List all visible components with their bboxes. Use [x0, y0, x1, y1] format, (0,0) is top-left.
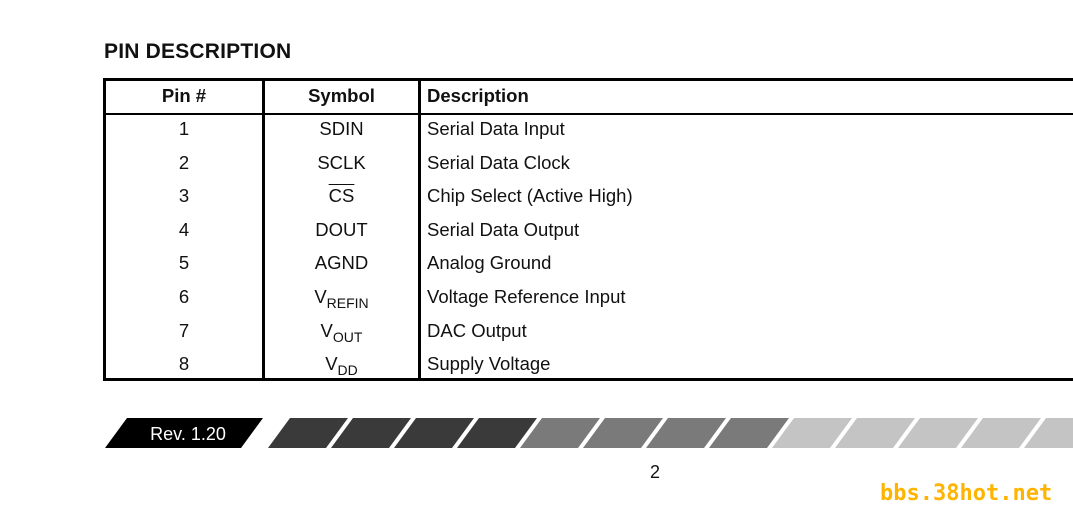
- revision-label: Rev. 1.20: [150, 424, 226, 444]
- pin-description: Serial Data Clock: [427, 151, 570, 173]
- pin-description-table: [103, 78, 1073, 381]
- header-pin: Pin #: [161, 85, 207, 106]
- pin-symbol: [265, 286, 418, 311]
- pin-description: Serial Data Input: [427, 118, 565, 139]
- symbol-subscript: OUT: [332, 328, 363, 345]
- symbol-text: DOUT: [315, 218, 368, 240]
- symbol-text: AGND: [314, 252, 369, 274]
- pin-description: Chip Select (Active High): [427, 185, 633, 207]
- column-divider: [418, 81, 421, 378]
- header-divider: [106, 113, 1073, 115]
- pin-symbol: [265, 319, 418, 345]
- header-symbol: Symbol: [308, 85, 375, 106]
- watermark: bbs.38hot.net: [880, 481, 1053, 506]
- pin-description: Analog Ground: [427, 252, 552, 274]
- pin-description: Serial Data Output: [427, 218, 580, 240]
- symbol-text: $\overline{CS}$: [328, 185, 355, 207]
- pin-symbol: [265, 353, 418, 379]
- pin-description: Voltage Reference Input: [427, 286, 626, 307]
- pin-number: 8: [178, 353, 190, 375]
- header-description: Description: [427, 85, 529, 106]
- pin-number: 5: [178, 252, 190, 274]
- pin-symbol: [265, 219, 418, 241]
- pin-number: 3: [178, 185, 190, 207]
- pin-symbol: [265, 152, 418, 174]
- pin-number: 6: [178, 286, 190, 307]
- symbol-subscript: DD: [337, 362, 358, 379]
- page-number: 2: [650, 462, 661, 482]
- pin-number: 7: [178, 319, 190, 341]
- section-title: PIN DESCRIPTION: [104, 40, 292, 63]
- symbol-text: SDIN: [319, 118, 364, 139]
- pin-symbol: [265, 252, 418, 274]
- pin-description: Supply Voltage: [427, 353, 551, 375]
- pin-description: DAC Output: [427, 319, 527, 341]
- footer-band: [0, 416, 1073, 450]
- symbol-text: V: [314, 286, 327, 307]
- symbol-text: SCLK: [317, 151, 366, 173]
- pin-number: 1: [178, 118, 190, 139]
- pin-number: 2: [178, 151, 190, 173]
- symbol-subscript: REFIN: [326, 295, 369, 311]
- pin-symbol: [265, 118, 418, 140]
- pin-number: 4: [178, 218, 190, 240]
- symbol-text: V: [320, 319, 333, 341]
- symbol-text: V: [325, 353, 338, 375]
- pin-symbol: [265, 185, 418, 207]
